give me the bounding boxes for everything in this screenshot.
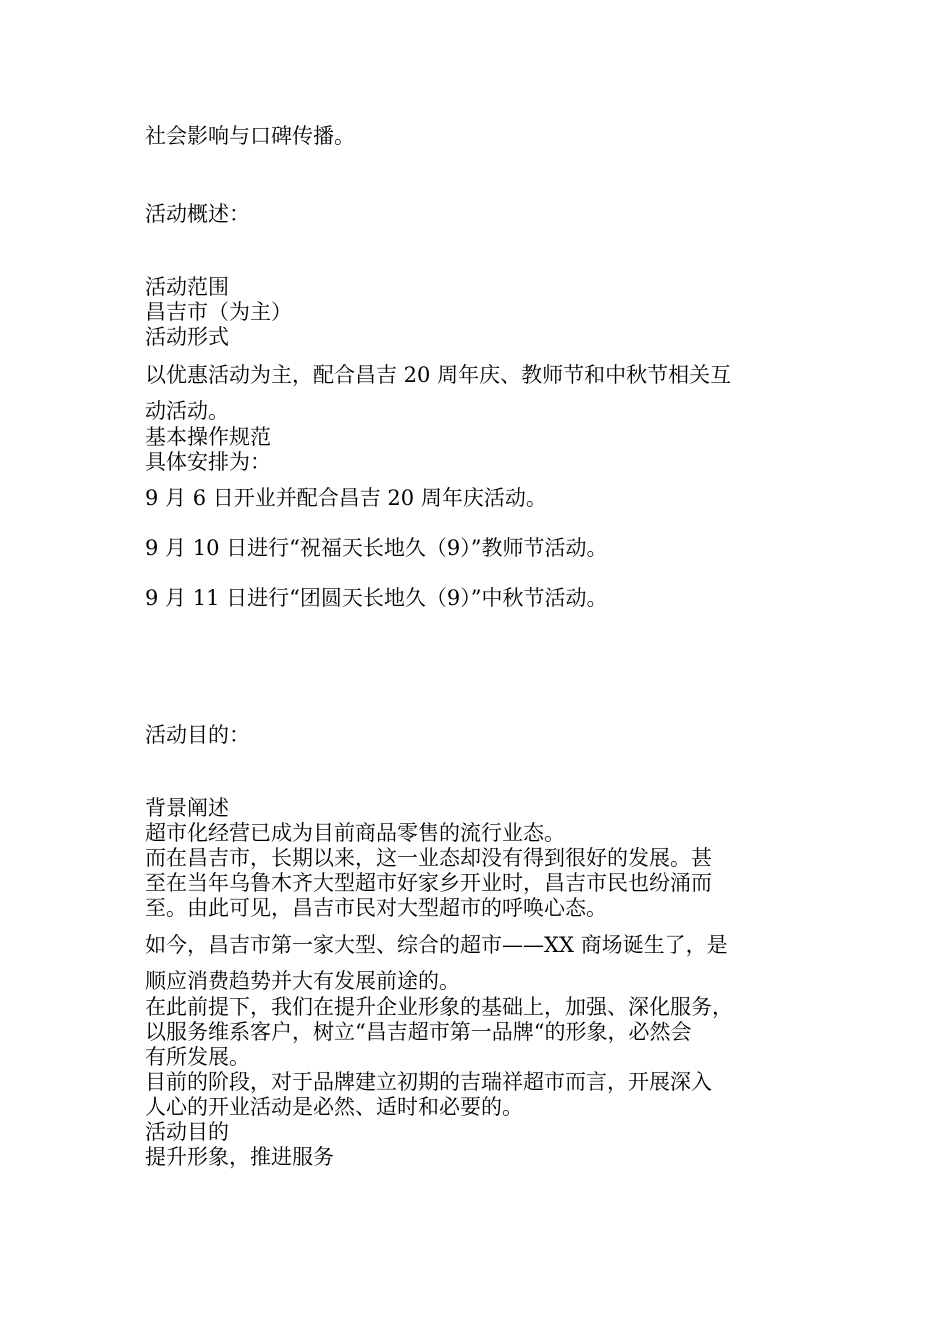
background-line: 目前的阶段，对于品牌建立初期的吉瑞祥超市而言，开展深入	[145, 1070, 712, 1094]
background-line: 以服务维系客户，树立“昌吉超市第一品牌“的形象，必然会	[145, 1020, 692, 1044]
background-label: 背景阐述	[145, 796, 229, 820]
background-line: 顺应消费趋势并大有发展前途的。	[145, 969, 460, 993]
goal-value: 提升形象，推进服务	[145, 1145, 334, 1169]
purpose-heading: 活动目的：	[145, 723, 250, 747]
form-text-line: 动活动。	[145, 399, 229, 423]
background-line: 在此前提下，我们在提升企业形象的基础上，加强、深化服务，	[145, 995, 733, 1019]
background-line: 超市化经营已成为目前商品零售的流行业态。	[145, 821, 565, 845]
background-line: 至在当年乌鲁木齐大型超市好家乡开业时，昌吉市民也纷涌而	[145, 871, 712, 895]
goal-label: 活动目的	[145, 1120, 229, 1144]
background-line: 如今，昌吉市第一家大型、综合的超市——XX 商场诞生了，是	[145, 933, 728, 957]
schedule-item: 9 月 11 日进行“团圆天长地久（9）”中秋节活动。	[145, 586, 608, 610]
form-label: 活动形式	[145, 325, 229, 349]
intro-line: 社会影响与口碑传播。	[145, 124, 355, 148]
background-line: 人心的开业活动是必然、适时和必要的。	[145, 1095, 523, 1119]
form-text-line: 以优惠活动为主，配合昌吉 20 周年庆、教师节和中秋节相关互	[145, 363, 732, 387]
background-line: 有所发展。	[145, 1045, 250, 1069]
rules-label: 基本操作规范	[145, 425, 271, 449]
scope-label: 活动范围	[145, 275, 229, 299]
arrangement-label: 具体安排为：	[145, 450, 271, 474]
schedule-item: 9 月 10 日进行“祝福天长地久（9）”教师节活动。	[145, 536, 608, 560]
schedule-item: 9 月 6 日开业并配合昌吉 20 周年庆活动。	[145, 486, 547, 510]
background-line: 至。由此可见，昌吉市民对大型超市的呼唤心态。	[145, 896, 607, 920]
background-line: 而在昌吉市，长期以来，这一业态却没有得到很好的发展。甚	[145, 846, 712, 870]
scope-value: 昌吉市（为主）	[145, 300, 292, 324]
overview-heading: 活动概述：	[145, 202, 250, 226]
